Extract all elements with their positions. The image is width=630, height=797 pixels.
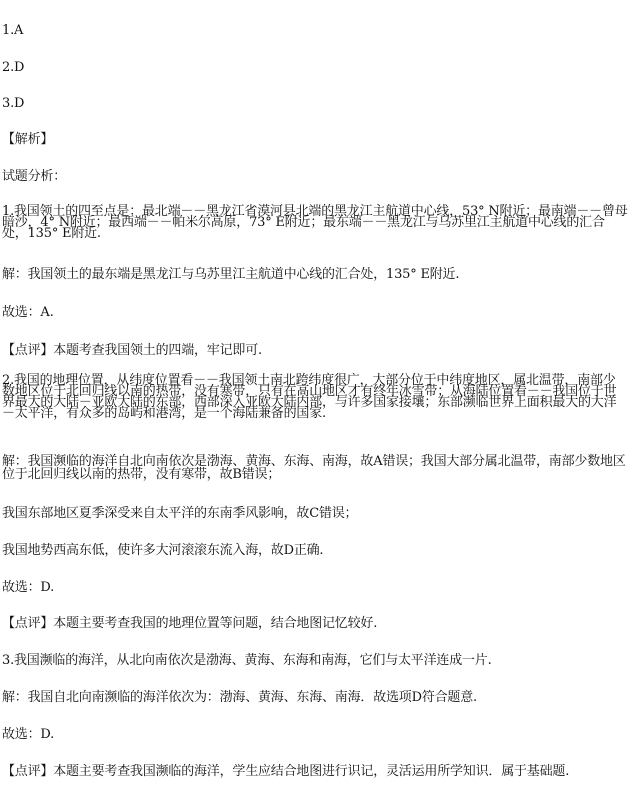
q1-solution: 解：我国领土的最东端是黑龙江与乌苏里江主航道中心线的汇合处，135° E附近. — [2, 267, 460, 282]
analysis-heading: 【解析】 — [2, 132, 54, 147]
answer-line-2: 2.D — [2, 60, 25, 75]
analysis-intro: 试题分析： — [2, 169, 67, 184]
q1-analysis: 1.我国领土的四至点是：最北端－－黑龙江省漠河县北端的黑龙江主航道中心线，53° N附近；最南端－－曾母暗沙，4° N附近；最西端－－帕米尔高原，73° E附近；最东端－－黑龙江与乌苏里江主航道中心线的汇合处，135° E附近. — [2, 204, 628, 241]
q3-solution: 解：我国自北向南濒临的海洋依次为：渤海、黄海、东海、南海．故选项D符合题意. — [2, 690, 477, 705]
q1-choice: 故选：A. — [2, 305, 54, 320]
q2-solution-2: 我国东部地区夏季深受来自太平洋的东南季风影响，故C错误； — [2, 506, 358, 521]
q2-solution-1: 解：我国濒临的海洋自北向南依次是渤海、黄海、东海、南海，故A错误；我国大部分属北温带，南部少数地区位于北回归线以南的热带，没有寒带，故B错误； — [2, 454, 626, 482]
q2-comment: 【点评】本题主要考查我国的地理位置等问题，结合地图记忆较好. — [2, 616, 378, 631]
q2-solution-3: 我国地势西高东低，使许多大河滚滚东流入海，故D正确. — [2, 543, 324, 558]
q3-analysis: 3.我国濒临的海洋，从北向南依次是渤海、黄海、东海和南海，它们与太平洋连成一片. — [2, 653, 492, 668]
q2-analysis: 2.我国的地理位置，从纬度位置看－－我国领土南北跨纬度很广，大部分位于中纬度地区，属北温带，南部少数地区位于北回归线以南的热带，没有寒带，只有在高山地区才有终年冰雪带；从海陆位置看－－我国位于世界最大的大陆－亚欧大陆的东部，西部深入亚欧大陆内部，与许多国家接壤；东部濒临世界上面积最大的大洋－太平洋，有众多的岛屿和港湾，是一个海陆兼备的国家. — [2, 373, 617, 421]
answer-line-3: 3.D — [2, 96, 25, 111]
q3-comment: 【点评】本题主要考查我国濒临的海洋，学生应结合地图进行识记，灵活运用所学知识．属于基础题. — [2, 764, 570, 779]
q3-choice: 故选：D. — [2, 727, 55, 742]
q2-choice: 故选：D. — [2, 580, 55, 595]
q1-comment: 【点评】本题考查我国领土的四端，牢记即可. — [2, 343, 262, 358]
answer-line-1: 1.A — [2, 23, 24, 38]
